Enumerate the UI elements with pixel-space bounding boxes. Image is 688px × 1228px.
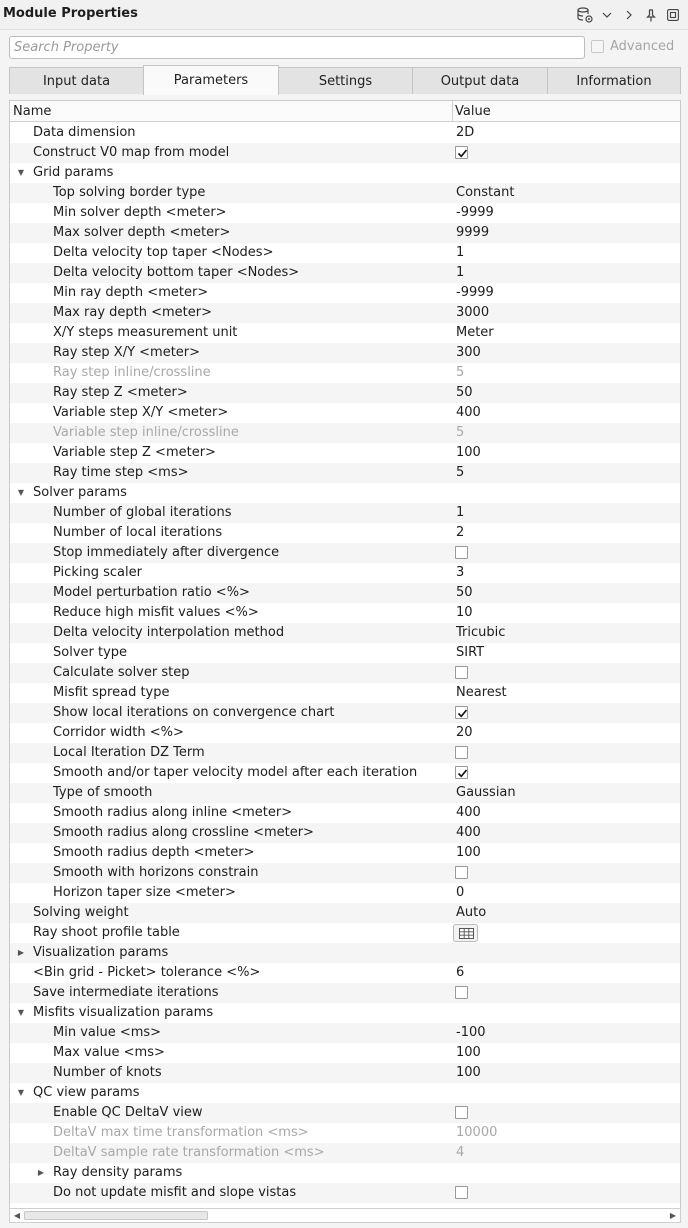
property-rows bbox=[10, 123, 680, 1203]
property-value[interactable]: 1 bbox=[456, 505, 465, 520]
property-row[interactable] bbox=[10, 563, 680, 583]
property-label: <Bin grid - Picket> tolerance <%> bbox=[33, 965, 261, 980]
property-value[interactable]: Gaussian bbox=[456, 785, 516, 800]
property-row[interactable] bbox=[10, 723, 680, 743]
property-label: Enable QC DeltaV view bbox=[53, 1105, 203, 1120]
property-label: Smooth radius along crossline <meter> bbox=[53, 825, 314, 840]
property-row[interactable] bbox=[10, 183, 680, 203]
property-value[interactable]: 3000 bbox=[456, 305, 490, 320]
property-value[interactable]: 50 bbox=[456, 585, 473, 600]
title-bar-actions bbox=[574, 5, 684, 25]
property-row[interactable] bbox=[10, 883, 680, 903]
property-value[interactable]: Tricubic bbox=[456, 625, 506, 640]
scroll-right-icon[interactable]: ▶ bbox=[669, 1211, 677, 1220]
property-label: Ray density params bbox=[53, 1165, 183, 1180]
property-row[interactable] bbox=[10, 123, 680, 143]
property-row[interactable] bbox=[10, 1023, 680, 1043]
property-value[interactable]: 9999 bbox=[456, 225, 490, 240]
property-row[interactable] bbox=[10, 1043, 680, 1063]
property-label: Min solver depth <meter> bbox=[53, 205, 227, 220]
expand-down-icon[interactable]: ▼ bbox=[17, 488, 25, 497]
property-checkbox[interactable] bbox=[455, 766, 468, 779]
property-label: Save intermediate iterations bbox=[33, 985, 219, 1000]
property-label: Construct V0 map from model bbox=[33, 145, 230, 160]
property-label: Number of local iterations bbox=[53, 525, 223, 540]
property-row[interactable] bbox=[10, 303, 680, 323]
property-row[interactable] bbox=[10, 603, 680, 623]
tab-settings[interactable]: Settings bbox=[278, 67, 413, 94]
property-value[interactable]: 3 bbox=[456, 565, 465, 580]
window-title: Module Properties bbox=[3, 6, 138, 21]
property-row[interactable] bbox=[10, 663, 680, 683]
scroll-left-icon[interactable]: ◀ bbox=[13, 1211, 21, 1220]
tab-parameters[interactable]: Parameters bbox=[143, 65, 279, 95]
group-row[interactable] bbox=[10, 1163, 680, 1183]
group-row[interactable] bbox=[10, 163, 680, 183]
property-row[interactable] bbox=[10, 143, 680, 163]
expand-down-icon[interactable]: ▼ bbox=[17, 1088, 25, 1097]
property-label: Local Iteration DZ Term bbox=[53, 745, 205, 760]
property-row[interactable] bbox=[10, 843, 680, 863]
tab-input-data[interactable]: Input data bbox=[9, 67, 144, 94]
property-label: X/Y steps measurement unit bbox=[53, 325, 238, 340]
advanced-toggle[interactable] bbox=[591, 39, 674, 54]
property-row[interactable] bbox=[10, 423, 680, 443]
property-label: Solver type bbox=[53, 645, 128, 660]
property-label: QC view params bbox=[33, 1085, 140, 1100]
property-value[interactable]: Auto bbox=[456, 905, 487, 920]
property-value[interactable]: 2D bbox=[456, 125, 475, 140]
property-value[interactable]: 400 bbox=[456, 405, 481, 420]
property-label: Grid params bbox=[33, 165, 114, 180]
property-label: Misfit spread type bbox=[53, 685, 170, 700]
expand-down-icon[interactable]: ▼ bbox=[17, 1008, 25, 1017]
column-header-value[interactable]: Value bbox=[455, 104, 491, 119]
column-header-name[interactable]: Name bbox=[13, 104, 52, 119]
property-row[interactable] bbox=[10, 683, 680, 703]
group-row[interactable] bbox=[10, 1003, 680, 1023]
group-row[interactable] bbox=[10, 483, 680, 503]
property-row[interactable] bbox=[10, 463, 680, 483]
property-value[interactable]: 100 bbox=[456, 845, 481, 860]
property-row[interactable] bbox=[10, 803, 680, 823]
property-label: Model perturbation ratio <%> bbox=[53, 585, 250, 600]
property-label: Delta velocity top taper <Nodes> bbox=[53, 245, 274, 260]
title-bar bbox=[0, 0, 688, 30]
property-row[interactable] bbox=[10, 743, 680, 763]
property-row[interactable] bbox=[10, 1143, 680, 1163]
property-row[interactable] bbox=[10, 903, 680, 923]
property-value: 4 bbox=[456, 1145, 465, 1160]
property-label: Number of knots bbox=[53, 1065, 162, 1080]
property-label: Max value <ms> bbox=[53, 1045, 165, 1060]
property-value[interactable]: 300 bbox=[456, 345, 481, 360]
property-label: DeltaV sample rate transformation <ms> bbox=[53, 1145, 325, 1160]
property-label: Variable step inline/crossline bbox=[53, 425, 239, 440]
chevron-right-icon[interactable] bbox=[618, 5, 640, 25]
search-input[interactable] bbox=[9, 36, 585, 59]
property-row[interactable] bbox=[10, 963, 680, 983]
property-label: Ray step X/Y <meter> bbox=[53, 345, 201, 360]
property-value[interactable]: 400 bbox=[456, 825, 481, 840]
property-row[interactable] bbox=[10, 343, 680, 363]
property-row[interactable] bbox=[10, 443, 680, 463]
expand-down-icon[interactable]: ▼ bbox=[17, 168, 25, 177]
property-row[interactable] bbox=[10, 223, 680, 243]
property-row[interactable] bbox=[10, 643, 680, 663]
advanced-checkbox[interactable] bbox=[591, 40, 604, 53]
property-row[interactable] bbox=[10, 263, 680, 283]
property-label: Type of smooth bbox=[53, 785, 153, 800]
property-value[interactable]: Nearest bbox=[456, 685, 507, 700]
property-label: Smooth with horizons constrain bbox=[53, 865, 259, 880]
table-editor-button[interactable] bbox=[453, 924, 478, 942]
tab-information[interactable]: Information bbox=[547, 67, 681, 94]
property-label: Visualization params bbox=[33, 945, 169, 960]
property-label: Smooth radius depth <meter> bbox=[53, 845, 255, 860]
property-checkbox[interactable] bbox=[455, 146, 468, 159]
property-label: Stop immediately after divergence bbox=[53, 545, 280, 560]
property-value: 10000 bbox=[456, 1125, 498, 1140]
property-checkbox[interactable] bbox=[455, 986, 468, 999]
property-label: Min ray depth <meter> bbox=[53, 285, 209, 300]
property-value[interactable]: 2 bbox=[456, 525, 465, 540]
property-label: Calculate solver step bbox=[53, 665, 190, 680]
float-window-icon[interactable] bbox=[662, 5, 684, 25]
property-value[interactable]: 20 bbox=[456, 725, 473, 740]
property-row[interactable] bbox=[10, 1183, 680, 1203]
property-label: Solver params bbox=[33, 485, 127, 500]
property-label: Show local iterations on convergence chart bbox=[53, 705, 335, 720]
property-row[interactable] bbox=[10, 583, 680, 603]
property-row[interactable] bbox=[10, 1063, 680, 1083]
collapse-right-icon[interactable]: ▶ bbox=[37, 1168, 45, 1177]
property-checkbox[interactable] bbox=[455, 546, 468, 559]
property-label: Data dimension bbox=[33, 125, 136, 140]
property-value[interactable]: 400 bbox=[456, 805, 481, 820]
property-checkbox[interactable] bbox=[455, 666, 468, 679]
property-row[interactable] bbox=[10, 783, 680, 803]
property-label: Smooth radius along inline <meter> bbox=[53, 805, 293, 820]
property-value[interactable]: -9999 bbox=[456, 285, 494, 300]
property-row[interactable] bbox=[10, 923, 680, 943]
property-row[interactable] bbox=[10, 383, 680, 403]
property-checkbox[interactable] bbox=[455, 1186, 468, 1199]
property-row[interactable] bbox=[10, 863, 680, 883]
group-row[interactable] bbox=[10, 1083, 680, 1103]
property-label: Number of global iterations bbox=[53, 505, 232, 520]
property-row[interactable] bbox=[10, 983, 680, 1003]
property-value[interactable]: 1 bbox=[456, 265, 465, 280]
property-row[interactable] bbox=[10, 523, 680, 543]
property-row[interactable] bbox=[10, 1123, 680, 1143]
property-value[interactable]: 100 bbox=[456, 1045, 481, 1060]
property-label: Max solver depth <meter> bbox=[53, 225, 231, 240]
property-value[interactable]: -9999 bbox=[456, 205, 494, 220]
property-label: Ray step Z <meter> bbox=[53, 385, 188, 400]
property-value[interactable]: 100 bbox=[456, 1065, 481, 1080]
database-settings-icon[interactable] bbox=[574, 5, 596, 25]
property-label: Picking scaler bbox=[53, 565, 142, 580]
property-row[interactable] bbox=[10, 1103, 680, 1123]
property-row[interactable] bbox=[10, 503, 680, 523]
pin-icon[interactable] bbox=[640, 5, 662, 25]
property-label: Ray step inline/crossline bbox=[53, 365, 211, 380]
property-label: Variable step X/Y <meter> bbox=[53, 405, 229, 420]
property-label: Ray time step <ms> bbox=[53, 465, 189, 480]
property-value[interactable]: 0 bbox=[456, 885, 465, 900]
property-value[interactable]: 6 bbox=[456, 965, 465, 980]
property-value: 5 bbox=[456, 425, 465, 440]
property-row[interactable] bbox=[10, 623, 680, 643]
property-label: Delta velocity bottom taper <Nodes> bbox=[53, 265, 300, 280]
property-row[interactable] bbox=[10, 543, 680, 563]
scrollbar-thumb[interactable] bbox=[24, 1211, 208, 1220]
property-label: DeltaV max time transformation <ms> bbox=[53, 1125, 309, 1140]
property-row[interactable] bbox=[10, 763, 680, 783]
property-row[interactable] bbox=[10, 703, 680, 723]
property-label: Min value <ms> bbox=[53, 1025, 162, 1040]
column-divider[interactable] bbox=[452, 101, 453, 122]
property-label: Horizon taper size <meter> bbox=[53, 885, 236, 900]
property-label: Delta velocity interpolation method bbox=[53, 625, 285, 640]
tab-bar bbox=[9, 66, 681, 94]
property-label: Misfits visualization params bbox=[33, 1005, 214, 1020]
property-grid bbox=[9, 100, 681, 1209]
grid-header bbox=[10, 101, 680, 122]
property-label: Max ray depth <meter> bbox=[53, 305, 213, 320]
property-checkbox[interactable] bbox=[455, 746, 468, 759]
property-value[interactable]: 10 bbox=[456, 605, 473, 620]
property-label: Ray shoot profile table bbox=[33, 925, 180, 940]
property-row[interactable] bbox=[10, 243, 680, 263]
property-label: Reduce high misfit values <%> bbox=[53, 605, 259, 620]
property-value[interactable]: 50 bbox=[456, 385, 473, 400]
property-label: Solving weight bbox=[33, 905, 129, 920]
property-row[interactable] bbox=[10, 203, 680, 223]
property-value[interactable]: 1 bbox=[456, 245, 465, 260]
property-value[interactable]: Meter bbox=[456, 325, 494, 340]
property-value[interactable]: -100 bbox=[456, 1025, 486, 1040]
property-value[interactable]: 100 bbox=[456, 445, 481, 460]
property-label: Corridor width <%> bbox=[53, 725, 184, 740]
property-label: Smooth and/or taper velocity model after each iteration bbox=[53, 765, 418, 780]
property-checkbox[interactable] bbox=[455, 866, 468, 879]
tab-output-data[interactable]: Output data bbox=[412, 67, 548, 94]
property-checkbox[interactable] bbox=[455, 706, 468, 719]
property-row[interactable] bbox=[10, 283, 680, 303]
chevron-down-icon[interactable] bbox=[596, 5, 618, 25]
property-row[interactable] bbox=[10, 323, 680, 343]
property-value[interactable]: Constant bbox=[456, 185, 515, 200]
group-row[interactable] bbox=[10, 943, 680, 963]
advanced-label: Advanced bbox=[610, 39, 675, 54]
property-value[interactable]: SIRT bbox=[456, 645, 485, 660]
property-value[interactable]: 5 bbox=[456, 465, 465, 480]
property-checkbox[interactable] bbox=[455, 1106, 468, 1119]
property-row[interactable] bbox=[10, 823, 680, 843]
collapse-right-icon[interactable]: ▶ bbox=[17, 948, 25, 957]
property-row[interactable] bbox=[10, 363, 680, 383]
horizontal-scrollbar[interactable] bbox=[9, 1208, 681, 1223]
property-value: 5 bbox=[456, 365, 465, 380]
property-label: Do not update misfit and slope vistas bbox=[53, 1185, 297, 1200]
property-label: Top solving border type bbox=[53, 185, 206, 200]
property-row[interactable] bbox=[10, 403, 680, 423]
property-label: Variable step Z <meter> bbox=[53, 445, 216, 460]
